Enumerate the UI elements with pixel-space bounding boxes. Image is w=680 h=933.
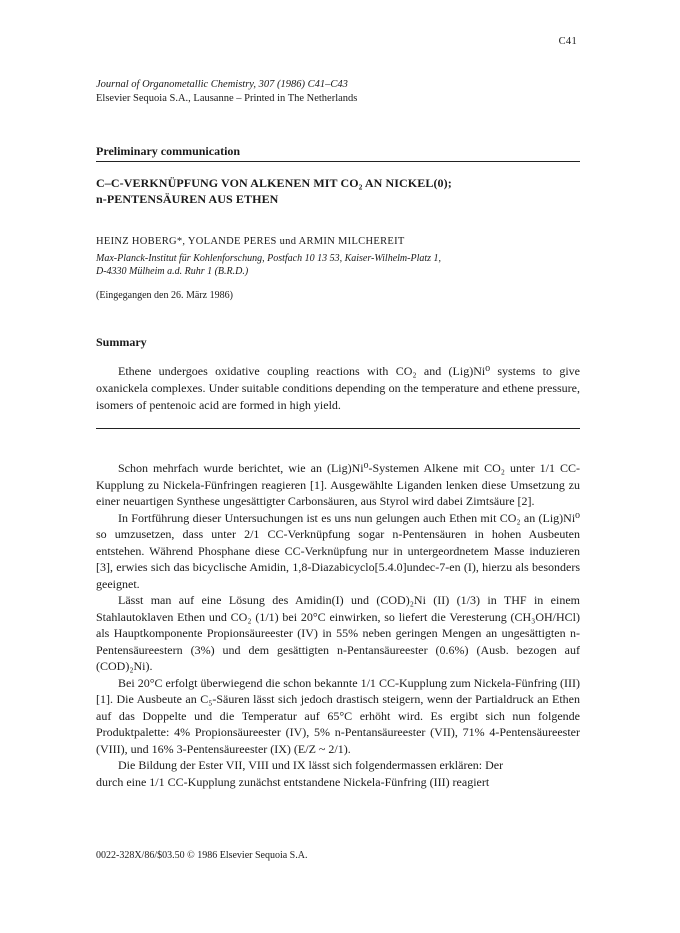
body-paragraph-5: Die Bildung der Ester VII, VIII und IX lässt sich folgendermassen erklären: Der: [118, 758, 504, 772]
authors: HEINZ HOBERG*, YOLANDE PERES und ARMIN MILCHEREIT: [96, 236, 405, 247]
summary-paragraph: Ethene undergoes oxidative coupling reactions with CO₂ and (Lig)Ni⁰ systems to give oxanickela complexes. Under suitable conditions depending on the temperature and ethene pressure, isomers of pentenoic acid are formed in high yield.: [96, 364, 580, 413]
received-date: (Eingegangen den 26. März 1986): [96, 290, 233, 301]
title-line-1: C–C-VERKNÜPFUNG VON ALKENEN MIT CO₂ AN NICKEL(0);: [96, 176, 452, 190]
body-paragraph-2: In Fortführung dieser Untersuchungen ist es uns nun gelungen auch Ethen mit CO₂ an (Lig)Ni⁰ so umzusetzen, dass unter 2/1 CC-Verknüpfung sogar n-Pentensäuren in hohen Ausbeuten entstehen. Während Phosphane diese CC-Verknüpfung nur in untergeordnetem Masse induzieren [3], erwies sich das bicyclische Amidin, 1,8-Diazabicyclo[5.4.0]undec-7-en (I), hierzu als besonders geeignet.: [96, 510, 580, 591]
affiliation-line-1: Max-Planck-Institut für Kohlenforschung, Postfach 10 13 53, Kaiser-Wilhelm-Platz 1,: [96, 253, 442, 264]
summary-rule: [96, 428, 580, 429]
body-paragraph-6: durch eine 1/1 CC-Kupplung zunächst entstandene Nickela-Fünfring (III) reagiert: [96, 774, 490, 789]
body-paragraph-1: Schon mehrfach wurde berichtet, wie an (Lig)Ni⁰-Systemen Alkene mit CO₂ unter 1/1 CC-Kupplung zu Nickela-Fünfringen reagieren [1]. Ausgewählte Liganden lenken diese Umsetzung zu einer neuartigen Synthese ungesättigter Carbonsäuren, aus Styrol wird dabei Zimtsäure [2].: [96, 461, 580, 508]
summary-heading: Summary: [96, 335, 147, 349]
affiliation-line-2: D-4330 Mülheim a.d. Ruhr 1 (B.R.D.): [96, 266, 249, 277]
page-number: C41: [558, 36, 577, 47]
affiliation: [96, 252, 580, 278]
body-paragraph-4: Bei 20°C erfolgt überwiegend die schon bekannte 1/1 CC-Kupplung zum Nickela-Fünfring (III) [1]. Die Ausbeute an C₅-Säuren lässt sich jedoch drastisch steigern, wenn der Partialdruck an Ethen auf das Doppelte und die Temperatur auf 65°C erhöht wird. Es ergibt sich nun folgende Produktpalette: 4% Propionsäureester (IV), 5% n-Pentansäureester (VII), 71% 4-Pentensäureester (VIII), und 16% 3-Pentensäureester (IX) (E/Z ~ 2/1).: [96, 675, 580, 756]
journal-citation: Journal of Organometallic Chemistry, 307 (1986) C41–C43: [96, 79, 348, 90]
body-cutoff-line: [96, 774, 580, 793]
copyright-footer: 0022-328X/86/$03.50 © 1986 Elsevier Sequoia S.A.: [96, 850, 308, 861]
journal-header: [96, 78, 596, 106]
article-title: [96, 176, 580, 207]
body-paragraph-3: Lässt man auf eine Lösung des Amidin(I) und (COD)₂Ni (II) (1/3) in THF in einem Stahlautoklaven Ethen und CO₂ (1/1) bei 20°C einwirken, so liefert die Veresterung (CH₃OH/HCl) als Hauptkomponente Propionsäureester (IV) in 55% neben geringen Mengen an ungesättigten n-Pentensäureestern (3%) und dem gesättigten n-Pentansäureester (0.6%) (Ausb. bezogen auf (COD)₂Ni).: [96, 593, 580, 673]
header-rule: [96, 161, 580, 162]
section-label: Preliminary communication: [96, 144, 241, 158]
publisher-line: Elsevier Sequoia S.A., Lausanne – Printed in The Netherlands: [96, 93, 358, 104]
body-text: [96, 460, 580, 793]
summary-text: [96, 363, 580, 415]
title-line-2: n-PENTENSÄUREN AUS ETHEN: [96, 191, 279, 206]
